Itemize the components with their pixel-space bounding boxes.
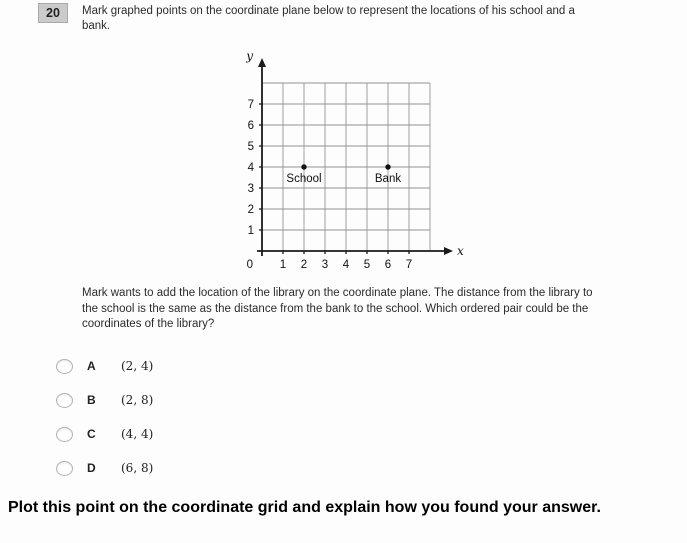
x-tick-label: 5 — [363, 259, 371, 271]
choice-value: (2, 8) — [121, 393, 154, 407]
y-tick-label: 7 — [247, 99, 254, 111]
footer-instruction-text: Plot this point on the coordinate grid and explain how you found your answer. — [8, 499, 601, 516]
y-tick-label: 4 — [247, 162, 254, 174]
y-tick-label: 3 — [247, 183, 254, 195]
x-tick-label: 4 — [342, 259, 350, 271]
point-dot — [301, 164, 306, 169]
coordinate-plane-svg — [230, 46, 478, 278]
y-tick-label: 6 — [247, 120, 254, 132]
choice-row-c[interactable] — [56, 424, 153, 444]
radio-button-d[interactable] — [56, 461, 73, 476]
radio-button-a[interactable] — [56, 359, 73, 374]
choice-value: (6, 8) — [121, 461, 154, 475]
choice-row-b[interactable] — [56, 390, 153, 410]
point-dot — [385, 164, 390, 169]
y-axis-label: y — [246, 49, 253, 63]
y-tick-label: 1 — [247, 225, 254, 237]
y-axis-arrow-icon — [258, 58, 266, 67]
choice-row-d[interactable] — [56, 458, 153, 478]
radio-button-b[interactable] — [56, 393, 73, 408]
x-axis-arrow-icon — [444, 247, 453, 255]
point-label: Bank — [374, 173, 402, 185]
y-tick-label: 2 — [247, 204, 254, 216]
choice-row-a[interactable] — [56, 356, 153, 376]
question-number-badge: 20 — [38, 3, 68, 23]
origin-label: 0 — [246, 259, 253, 271]
choice-letter: D — [87, 461, 96, 475]
point-label: School — [286, 173, 322, 185]
answer-choices — [56, 356, 153, 492]
x-tick-label: 2 — [300, 259, 308, 271]
x-tick-label: 3 — [321, 259, 329, 271]
radio-button-c[interactable] — [56, 427, 73, 442]
choice-value: (4, 4) — [121, 427, 154, 441]
choice-letter: B — [87, 393, 96, 407]
x-tick-label: 1 — [279, 259, 287, 271]
x-axis-label: x — [457, 244, 464, 258]
y-tick-label: 5 — [247, 141, 254, 153]
choice-value: (2, 4) — [121, 359, 154, 373]
coordinate-plane — [230, 46, 478, 278]
x-tick-label: 6 — [384, 259, 392, 271]
x-tick-label: 7 — [405, 259, 413, 271]
question-body-text: Mark wants to add the location of the library on the coordinate plane. The distance from the library to the school is the same as the distance from the bank to the school. Which ordered pair could be the coordinates of the library? — [82, 287, 593, 330]
choice-letter: C — [87, 427, 96, 441]
choice-letter: A — [87, 359, 96, 373]
question-intro-text: Mark graphed points on the coordinate plane below to represent the locations of his school and a bank. — [82, 5, 575, 32]
